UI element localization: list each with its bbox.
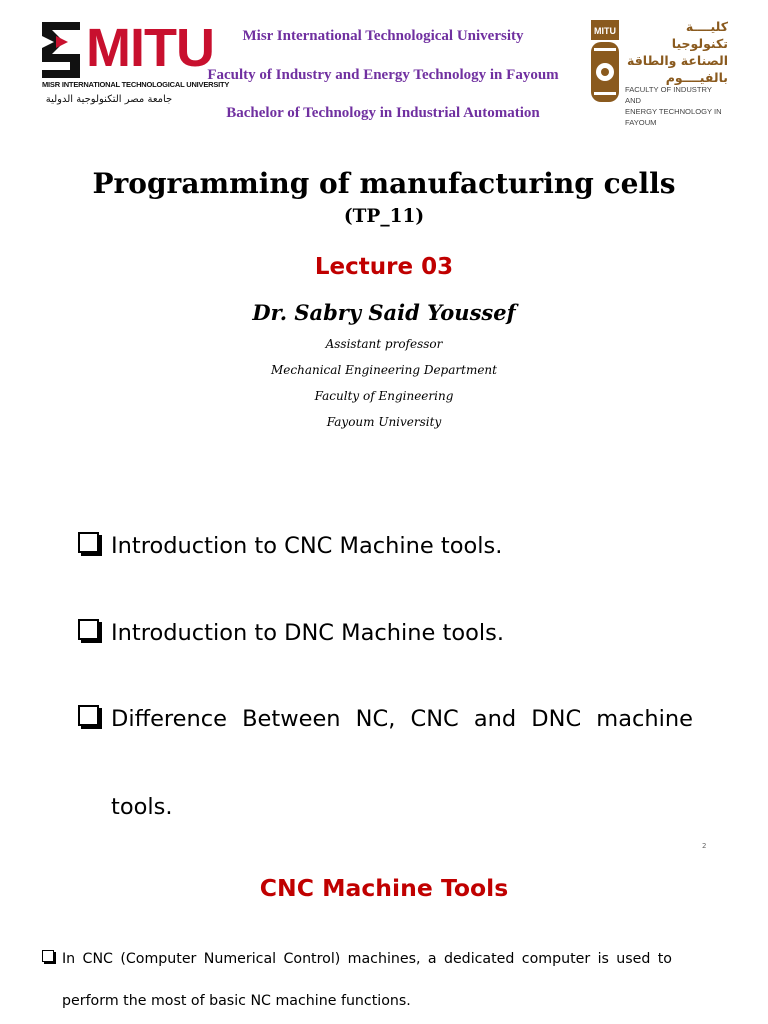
paragraph-line: perform the most of basic NC machine functions.	[62, 993, 411, 1009]
mitu-logo-arabic: جامعة مصر التكنولوجية الدولية	[45, 94, 173, 105]
author-affiliation	[0, 333, 768, 437]
author-department: Mechanical Engineering Department	[271, 363, 497, 377]
checkbox-bullet-icon	[78, 619, 99, 640]
faculty-en-line: ENERGY TECHNOLOGY IN FAYOUM	[625, 107, 722, 127]
course-code: (TP_11)	[343, 206, 425, 227]
faculty-logo-english	[625, 84, 729, 128]
faculty-emblem-icon	[590, 20, 620, 108]
topic-text-line: Difference Between NC, CNC and DNC machine	[111, 706, 693, 732]
mitu-logo-subtitle: MISR INTERNATIONAL TECHNOLOGICAL UNIVERSITY	[42, 80, 230, 89]
faculty-logo-arabic	[624, 18, 728, 86]
topic-text: Introduction to DNC Machine tools.	[111, 620, 504, 646]
author-faculty: Faculty of Engineering	[314, 389, 454, 403]
author-name: Dr. Sabry Said Youssef	[252, 300, 516, 325]
faculty-name: Faculty of Industry and Energy Technology in Fayoum	[207, 66, 559, 83]
page-number: 2	[702, 842, 707, 850]
mitu-wordmark: MITU	[86, 18, 214, 78]
faculty-logo	[590, 18, 730, 127]
author-university: Fayoum University	[326, 415, 442, 429]
mitu-emblem-icon	[42, 22, 80, 78]
faculty-ar-line: تكنولوجيا الصناعة والطاقة	[627, 36, 728, 68]
faculty-ar-line: بالفيــــوم	[665, 70, 728, 85]
header-institution-lines	[186, 26, 580, 142]
checkbox-bullet-icon	[78, 532, 99, 553]
university-name: Misr International Technological University	[242, 28, 524, 44]
paragraph-line: In CNC (Computer Numerical Control) machines, a dedicated computer is used to	[62, 951, 672, 967]
program-name: Bachelor of Technology in Industrial Automation	[226, 105, 540, 121]
author-position: Assistant professor	[325, 337, 443, 351]
section-heading: CNC Machine Tools	[259, 874, 509, 902]
faculty-en-line: FACULTY OF INDUSTRY AND	[625, 85, 712, 105]
topic-text-line: tools.	[111, 794, 173, 820]
topic-text: Introduction to CNC Machine tools.	[111, 533, 503, 559]
topic-text	[111, 699, 693, 827]
faculty-badge-text: MITU	[594, 26, 616, 36]
mitu-logo	[38, 18, 230, 112]
checkbox-bullet-icon	[42, 950, 54, 962]
checkbox-bullet-icon	[78, 705, 99, 726]
faculty-ar-line: كليــــة	[685, 19, 728, 34]
course-title: Programming of manufacturing cells	[92, 167, 676, 200]
lecture-number: Lecture 03	[314, 254, 454, 280]
